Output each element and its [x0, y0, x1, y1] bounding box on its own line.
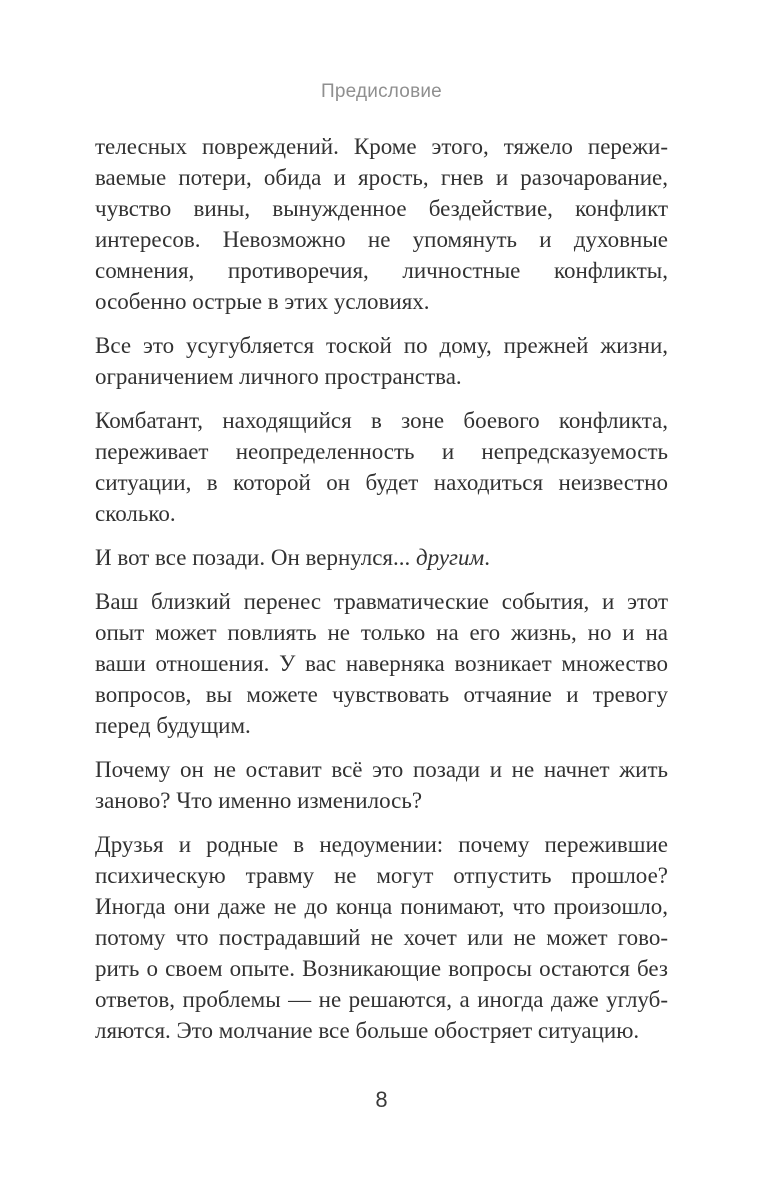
text-line: сколько.	[95, 501, 176, 526]
text-line: рить о своем опыте. Возникающие вопросы остаются без	[95, 956, 668, 981]
text-line: сомнения, противоречия, личностные конфликты,	[95, 258, 668, 283]
text-line: вопросов, вы можете чувствовать отчаяние и тревогу	[95, 682, 668, 707]
text-line: чувство вины, вынужденное бездействие, конфликт	[95, 196, 668, 221]
text-line: Ваш близкий перенес травматические события, и этот	[95, 589, 668, 614]
text-line: Почему он не оставит всё это позади и не начнет жить	[95, 757, 668, 782]
paragraph	[95, 542, 668, 573]
text-line: ляются. Это молчание все больше обостряет ситуацию.	[95, 1018, 640, 1043]
text-line: Друзья и родные в недоумении: почему пережившие	[95, 832, 668, 857]
text-line: интересов. Невозможно не упомянуть и духовные	[95, 227, 668, 252]
text-line: заново? Что именно изменилось?	[95, 788, 423, 813]
text-line: ограничением личного пространства.	[95, 364, 462, 389]
paragraph	[95, 405, 668, 529]
paragraph	[95, 131, 668, 317]
text-line: телесных повреждений. Кроме этого, тяжело пережи-	[95, 134, 668, 159]
page-number: 8	[375, 1087, 388, 1112]
text-line: перед будущим.	[95, 713, 251, 738]
text-line: переживает неопределенность и непредсказуемость	[95, 439, 668, 464]
text-line: ответов, проблемы — не решаются, а иногда даже углуб-	[95, 987, 668, 1012]
text-line: И вот все позади. Он вернулся... другим.	[95, 545, 490, 570]
running-header: Предисловие	[321, 81, 442, 102]
text-line: опыт может повлиять не только на его жизнь, но и на	[95, 620, 668, 645]
text-line: Комбатант, находящийся в зоне боевого конфликта,	[95, 408, 668, 433]
text-line: Все это усугубляется тоской по дому, прежней жизни,	[95, 333, 668, 358]
text-line: психическую травму не могут отпустить прошлое?	[95, 863, 668, 888]
paragraph	[95, 829, 668, 1046]
paragraph	[95, 330, 668, 392]
text-line: потому что пострадавший не хочет или не может гово-	[95, 925, 668, 950]
body-text	[95, 131, 668, 1046]
paragraph	[95, 586, 668, 741]
text-line: особенно острые в этих условиях.	[95, 289, 430, 314]
text-line: ваемые потери, обида и ярость, гнев и разочарование,	[95, 165, 668, 190]
paragraph	[95, 754, 668, 816]
text-line: ситуации, в которой он будет находиться неизвестно	[95, 470, 668, 495]
text-line: Иногда они даже не до конца понимают, что произошло,	[95, 894, 668, 919]
text-line: ваши отношения. У вас наверняка возникает множество	[95, 651, 668, 676]
